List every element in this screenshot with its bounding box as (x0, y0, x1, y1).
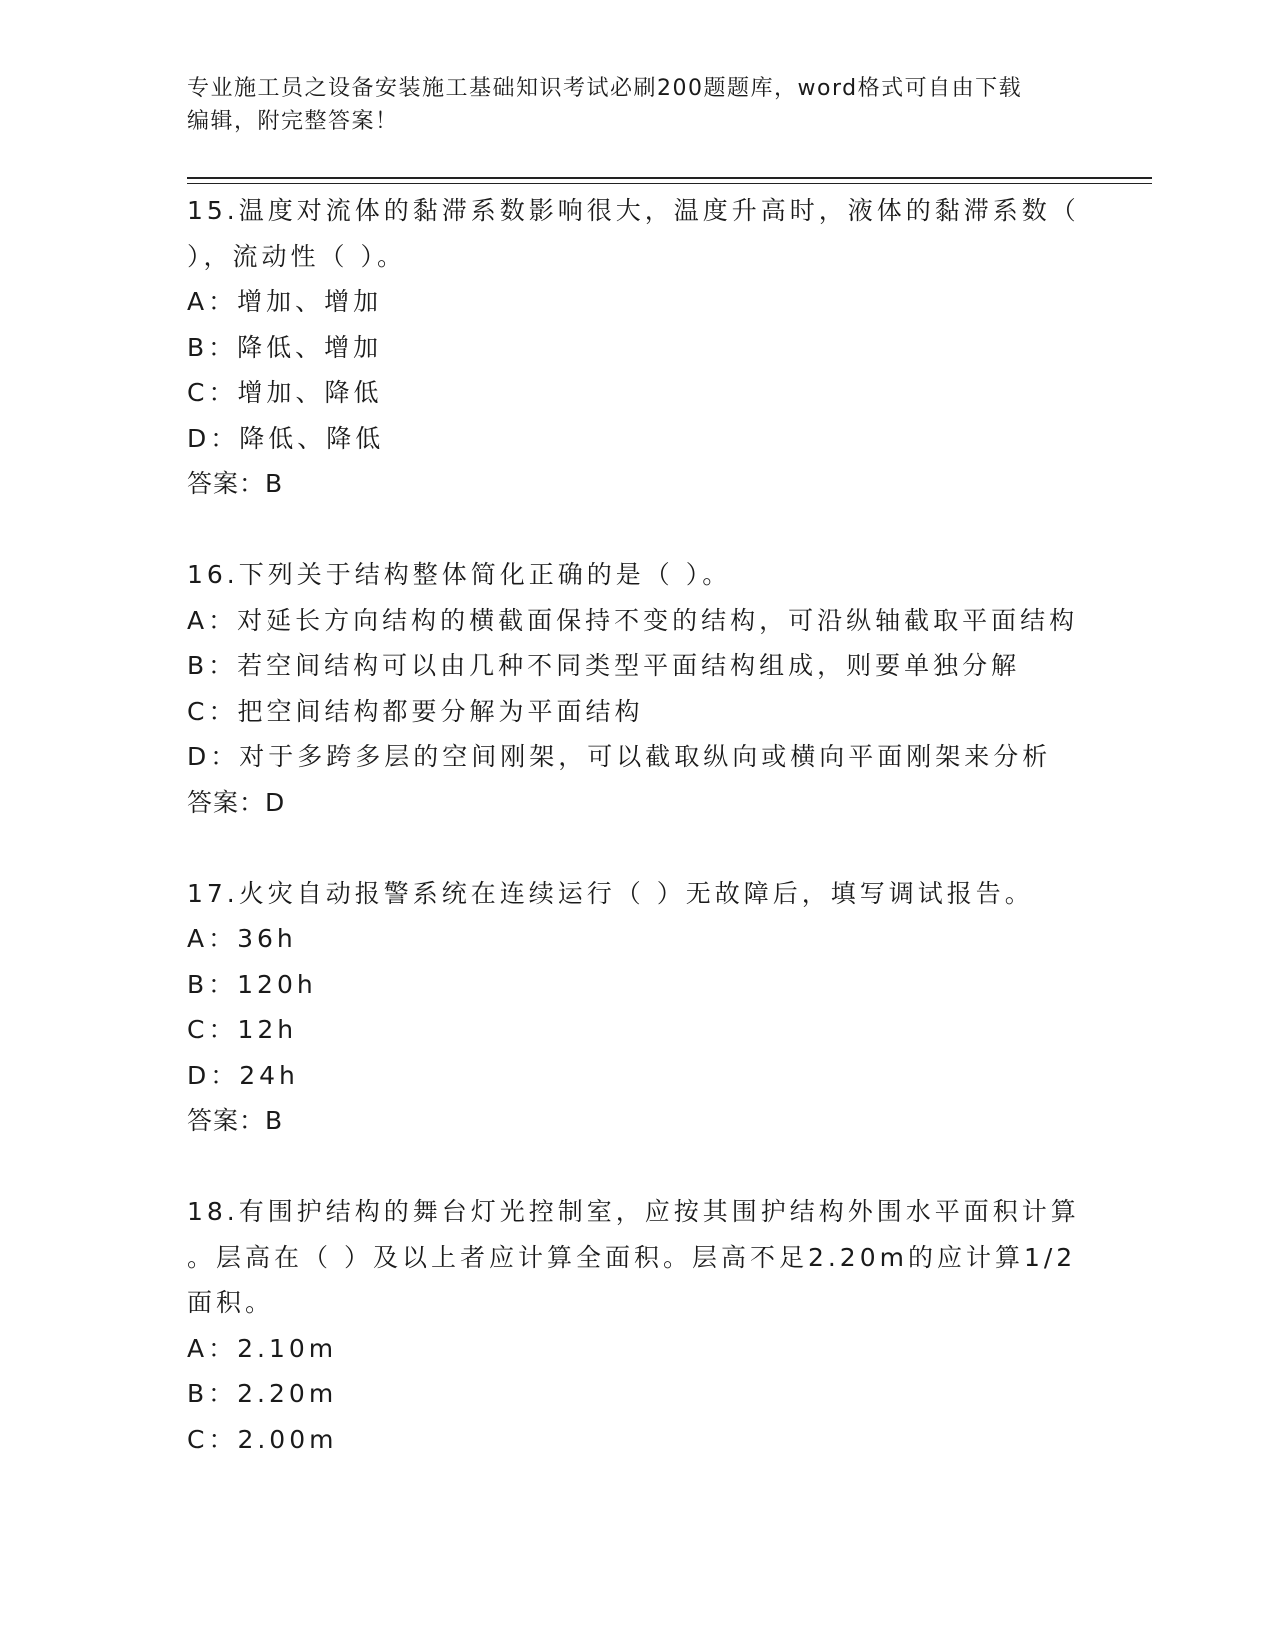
header-divider-thick (187, 177, 1152, 179)
question-list (187, 188, 1087, 1462)
question-16 (187, 552, 1087, 825)
document-header (187, 72, 1087, 138)
header-line-2: 编辑，附完整答案！ (187, 109, 399, 134)
question-18 (187, 1189, 1087, 1462)
header-divider-thin (187, 183, 1152, 184)
option-c: C：12h (187, 1015, 298, 1044)
option-c: C：2.00m (187, 1424, 338, 1454)
answer: 答案：B (187, 469, 284, 498)
option-a: A：增加、增加 (187, 287, 383, 316)
question-text: 面积。 (187, 1288, 275, 1317)
question-17 (187, 871, 1087, 1144)
option-b: B：120h (187, 969, 317, 999)
question-spacer (187, 825, 1087, 871)
option-c: C：增加、降低 (187, 378, 383, 407)
question-spacer (187, 507, 1087, 553)
option-a: A：36h (187, 924, 297, 953)
header-line-1: 专业施工员之设备安装施工基础知识考试必刷200题题库，word格式可自由下载 (187, 76, 1023, 101)
option-c: C：把空间结构都要分解为平面结构 (187, 696, 644, 726)
option-a: A：对延长方向结构的横截面保持不变的结构，可沿纵轴截取平面结构 (187, 605, 1079, 635)
option-d: D：对于多跨多层的空间刚架，可以截取纵向或横向平面刚架来分析 (187, 742, 1052, 771)
option-d: D：24h (187, 1060, 299, 1090)
answer: 答案：B (187, 1106, 284, 1135)
question-15 (187, 188, 1087, 507)
question-text: 17.火灾自动报警系统在连续运行（ ）无故障后，填写调试报告。 (187, 878, 1034, 908)
option-d: D：降低、降低 (187, 423, 385, 453)
question-text: 16.下列关于结构整体简化正确的是（ ）。 (187, 560, 732, 589)
option-b: B：若空间结构可以由几种不同类型平面结构组成，则要单独分解 (187, 651, 1021, 680)
question-spacer (187, 1144, 1087, 1190)
question-text: 。层高在（ ）及以上者应计算全面积。层高不足2.20m的应计算1/2 (187, 1242, 1077, 1272)
question-text: 18.有围护结构的舞台灯光控制室，应按其围护结构外围水平面积计算 (187, 1197, 1080, 1226)
option-b: B：2.20m (187, 1379, 338, 1408)
question-text: 15.温度对流体的黏滞系数影响很大，温度升高时，液体的黏滞系数（ (187, 196, 1080, 225)
option-b: B：降低、增加 (187, 332, 383, 362)
answer: 答案：D (187, 787, 286, 817)
option-a: A：2.10m (187, 1333, 338, 1363)
question-text: ），流动性（ ）。 (187, 241, 406, 271)
